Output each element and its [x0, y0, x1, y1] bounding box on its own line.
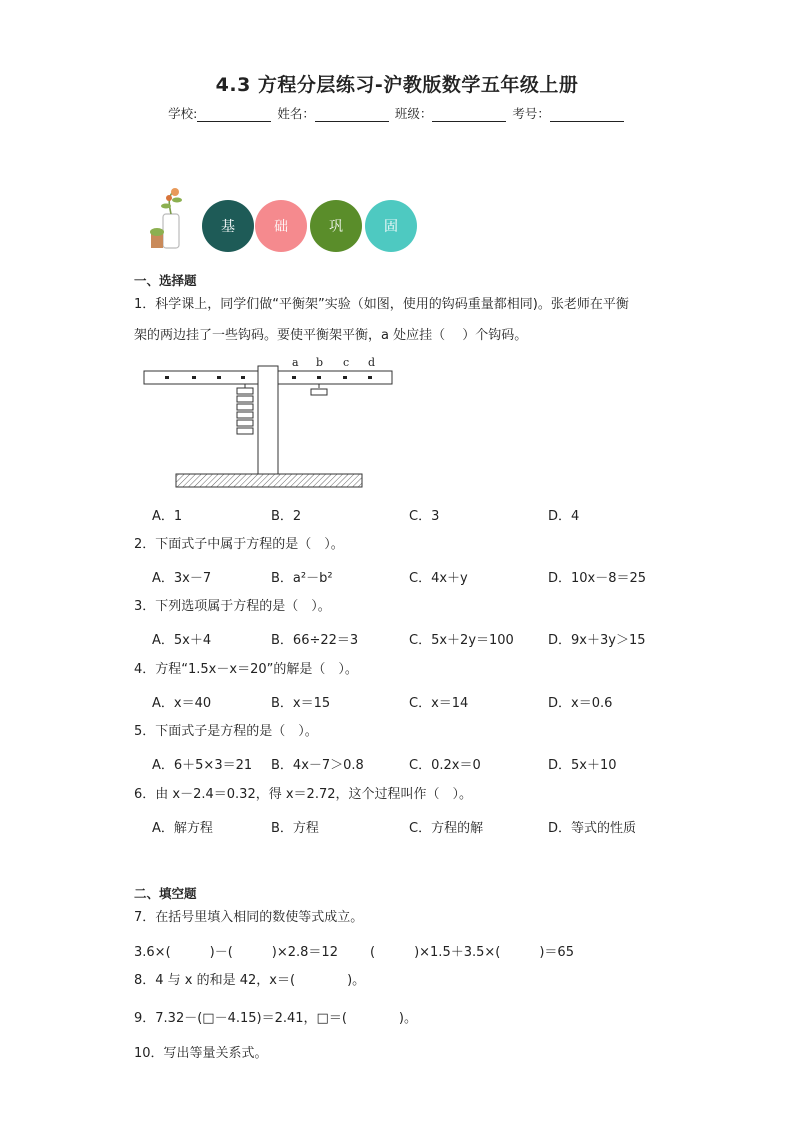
- q5-option-b[interactable]: B．4x－7＞0.8: [271, 758, 364, 773]
- name-label: 姓名：: [277, 106, 315, 121]
- q1-option-a[interactable]: A．1: [152, 509, 183, 524]
- q6-option-d[interactable]: D．等式的性质: [548, 821, 637, 836]
- name-blank: [315, 108, 389, 122]
- q4-option-a[interactable]: A．x＝40: [152, 696, 212, 711]
- q7-equation-2: ( )×1.5＋3.5×( )＝65: [370, 945, 574, 960]
- exam-number-label: 考号：: [512, 106, 550, 121]
- q4-option-d[interactable]: D．x＝0.6: [548, 696, 613, 711]
- q1-option-d[interactable]: D．4: [548, 509, 580, 524]
- q7-stem: 7．在括号里填入相同的数使等式成立。: [134, 910, 364, 925]
- q2-option-b[interactable]: B．a²－b²: [271, 571, 333, 586]
- exam-number-blank: [550, 108, 624, 122]
- q5-option-a[interactable]: A．6＋5×3＝21: [152, 758, 253, 773]
- section-choice-title: 一、选择题: [134, 273, 197, 288]
- label-b: b: [316, 356, 324, 369]
- student-info-line: [0, 104, 794, 122]
- badge-gu-char: 固: [384, 219, 398, 235]
- q3-option-d[interactable]: D．9x＋3y＞15: [548, 633, 646, 648]
- badge-gong-char: 巩: [329, 219, 343, 235]
- q5-option-c[interactable]: C．0.2x＝0: [409, 758, 481, 773]
- q3-stem: 3．下列选项属于方程的是（ ）。: [134, 599, 331, 614]
- badge-gong: [310, 200, 362, 252]
- page-title: 4.3 方程分层练习-沪教版数学五年级上册: [215, 74, 579, 96]
- q6-stem: 6．由 x－2.4＝0.32，得 x＝2.72，这个过程叫作（ ）。: [134, 787, 472, 802]
- badge-chu: [255, 200, 307, 252]
- q4-option-b[interactable]: B．x＝15: [271, 696, 331, 711]
- class-blank: [432, 108, 506, 122]
- q3-option-b[interactable]: B．66÷22＝3: [271, 633, 359, 648]
- q1-line2: 架的两边挂了一些钩码。要使平衡架平衡，a 处应挂（ ）个钩码。: [134, 328, 528, 343]
- q2-stem: 2．下面式子中属于方程的是（ ）。: [134, 537, 344, 552]
- plant-vase-icon: [145, 186, 195, 252]
- balance-base: [176, 474, 362, 487]
- q1-option-c[interactable]: C．3: [409, 509, 440, 524]
- label-d: d: [368, 356, 376, 369]
- q1-option-b[interactable]: B．2: [271, 509, 302, 524]
- q6-option-c[interactable]: C．方程的解: [409, 821, 484, 836]
- q4-option-c[interactable]: C．x＝14: [409, 696, 469, 711]
- q6-option-b[interactable]: B．方程: [271, 821, 319, 836]
- class-label: 班级：: [394, 106, 433, 121]
- badge-gu: [365, 200, 417, 252]
- q9-stem: 9．7.32－(□－4.15)＝2.41，□＝( )。: [134, 1011, 417, 1026]
- left-weights: [237, 388, 253, 434]
- q5-option-d[interactable]: D．5x＋10: [548, 758, 617, 773]
- school-blank: [197, 108, 271, 122]
- q1-line1: 1．科学课上，同学们做“平衡架”实验（如图，使用的钩码重量都相同)。张老师在平衡: [134, 297, 629, 312]
- q10-stem: 10．写出等量关系式。: [134, 1046, 268, 1061]
- q5-stem: 5．下面式子是方程的是（ ）。: [134, 724, 318, 739]
- badge-ji: [202, 200, 254, 252]
- right-weight: [311, 389, 327, 395]
- q8-stem: 8．4 与 x 的和是 42，x＝( )。: [134, 973, 366, 988]
- q6-option-a[interactable]: A．解方程: [152, 821, 213, 836]
- section-fill-title: 二、填空题: [134, 886, 197, 901]
- label-a: a: [292, 356, 299, 369]
- balance-figure: [142, 352, 397, 492]
- q2-option-a[interactable]: A．3x－7: [152, 571, 212, 586]
- q2-option-c[interactable]: C．4x＋y: [409, 571, 468, 586]
- label-c: c: [343, 356, 350, 369]
- q3-option-c[interactable]: C．5x＋2y＝100: [409, 633, 514, 648]
- badge-chu-char: 础: [274, 219, 288, 235]
- q4-stem: 4．方程“1.5x－x＝20”的解是（ ）。: [134, 662, 358, 677]
- school-label: 学校:: [168, 106, 198, 121]
- q2-option-d[interactable]: D．10x－8＝25: [548, 571, 647, 586]
- q7-equation-1: 3.6×( )－( )×2.8＝12: [134, 945, 338, 960]
- badge-ji-char: 基: [221, 219, 235, 235]
- q3-option-a[interactable]: A．5x＋4: [152, 633, 212, 648]
